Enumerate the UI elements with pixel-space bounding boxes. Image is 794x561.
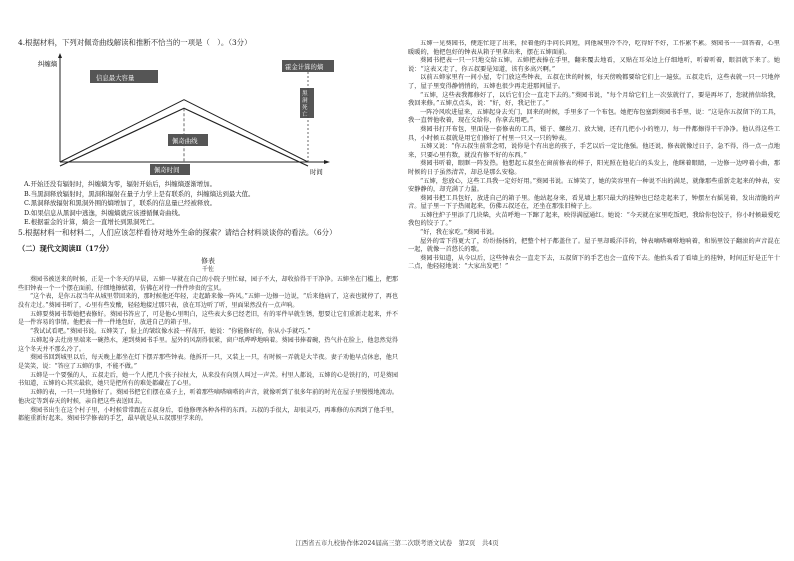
left-column [18, 38, 398, 424]
story-paragraph: 葵园书把工具包好，放进自己的箱子里。他站起身来，看见墙上那只最大的挂钟也已经走起来了，钟摆左右摇晃着，发出清脆的声音。屋子里一下子热闹起来，仿佛五叔还在，还坐在那张旧椅子上。 [408, 194, 780, 211]
page-footer: 江西省五市九校协作体2024届高三第二次联考语文试卷 第2页 共4页 [295, 539, 499, 547]
story-paragraph: 五婶是一个要强的人，五叔走后，她一个人把几个孩子拉扯大，从来没有向别人叫过一声苦。村里人都说，五婶的心是铁打的，可是葵园书知道，五婶的心其实最软，她只是把所有的难处都藏在了心里。 [18, 371, 398, 388]
story-paragraph: 屋外的雪下得更大了，纷纷扬扬的，把整个村子都盖住了。屋子里却暖洋洋的，钟表嘀嗒嘀嗒地响着，和锅里饺子翻滚的声音混在一起，就像一首悠长的歌。 [408, 237, 780, 254]
label-semiclassical: 霍金计算的熵 [285, 63, 324, 71]
story-paragraph: “这个表，是你五叔当年从城里带回来的，那时候他还年轻，走起路来像一阵风。”五婶一边擦一边说，“后来他病了，这表也就停了，再也没有走过。”葵园书听了，心里有些发酸，轻轻地接过那只表，放在耳边听了听，里面果然没有一点声响。 [18, 293, 398, 310]
x-axis-label: 时间 [310, 168, 323, 176]
story-paragraph: “好，我在家吃。”葵园书说。 [420, 229, 499, 237]
label-black-hole-death: 黑洞死亡 [302, 91, 308, 118]
story-paragraph: 葵园书被送来的时候，正是一个冬天的早晨，五婶一早就在自己的小院子里忙碌，园子不大，却收拾得干干净净。五婶坐在门槛上，把那些旧钟表一个一个摆在面前，仔细地擦拭着，仿佛在对待一件件珍贵的宝贝。 [18, 275, 398, 292]
story-paragraph: 葵园书回到城里以后，每天晚上都坐在灯下摆弄那些钟表。他拆开一只，又装上一只，有时候一弄就是大半夜。妻子劝他早点休息，他只是笑笑，说：“答应了五婶的事，不能不做。” [18, 354, 398, 370]
q4-option-c: C.黑洞释放辐射和黑洞外围的熵增加了，联系的信息量已经被释放。 [24, 199, 217, 208]
x-axis-arrow [324, 160, 330, 164]
story-paragraph: 五婶要葵园书帮她把表修好。葵园书答应了，可是他心里明白，这些表大多已经老旧，有的零件早就生锈，想要让它们重新走起来，并不是一件容易的事情。他把表一件一件地包好，放进自己的箱子里。 [18, 310, 398, 327]
label-page-time: 佩奇时间 [154, 166, 180, 174]
story-paragraph: 五婶起身去灶房里端来一碗热水，递到葵园书手里。屋外的风刮得很紧，窗户纸哗哗地响着。葵园书捧着碗，热气扑在脸上，他忽然觉得这个冬天并不那么冷了。 [18, 336, 398, 353]
story-paragraph: “五婶，您放心，这些工具我一定好好用。”葵园书说。五婶笑了，她的笑容里有一种说不出的满足，就像那些重新走起来的钟表，安安静静的，却充满了力量。 [408, 177, 780, 194]
label-max-capacity: 信息最大容量 [96, 74, 135, 82]
story-paragraph: 五婶又说：“你五叔生前常念叨，说你是个有出息的孩子，手艺以后一定比他强。他还说，修表就像过日子，急不得，得一点一点地来，只要心里有数，就没有修不好的东西。” [408, 143, 780, 159]
story-paragraph: “五婶，这些表我都修好了，以后它们会一直走下去的。”葵园书说，“每个月给它们上一次弦就行了，要是再坏了，您就捎信给我，我回来修。”五婶点点头，说：“好，好，我记住了。” [408, 91, 780, 108]
story-paragraph: “我试试看吧。”葵园书说。五婶笑了，脸上的皱纹像水波一样荡开，她说：“你能修好的，你从小手就巧。” [30, 328, 311, 336]
page-curve-chart [38, 50, 338, 178]
story-paragraph: 五婶的表，一只一只地修好了。葵园书把它们摆在桌子上，听着那些嘀嗒嘀嗒的声音，就像听到了很多年前的时光在屋子里慢慢地流动。他决定等到春天的时候，亲自把这些表送回去。 [18, 389, 398, 405]
story-title: 修表 [201, 256, 215, 265]
y-axis-label: 纠缠熵 [38, 60, 58, 68]
y-axis-arrow [58, 53, 62, 58]
story-paragraph: 一阵冷风吹进屋来，五婶起身去关门，回来的时候，手里多了一个布包。她把布包塞到葵园书手里，说：“这是你五叔留下的工具，我一直替他收着，现在交给你，你拿去用吧。” [408, 108, 780, 125]
story-paragraph: 以前五婶家里有一间小屋，专门放这些钟表，五叔在世的时候，每天傍晚都要给它们上一遍弦。五叔走后，这些表就一只一只地停了，屋子里变得静悄悄的，五婶也很少再走进那间屋子。 [408, 74, 780, 90]
story-paragraph: 葵园书打开布包，里面是一套修表的工具，镊子、螺丝刀、放大镜，还有几把小小的锉刀，每一件都擦得干干净净。他认得这些工具，小时候五叔就是用它们修好了村里一只又一只的钟表。 [408, 125, 780, 142]
label-page-curve: 佩奇曲线 [172, 137, 198, 145]
story-author: 千佐 [201, 265, 214, 273]
question-4-stem: 4.根据材料，下列对佩奇曲线解读和推断不恰当的一项是（ ）。（3分） [18, 38, 252, 47]
story-paragraph: 五婶一见葵园书，便连忙迎了出来，拉着他的手问长问短，问他城里冷不冷，吃得好不好，工作累不累。葵园书一一回答着，心里暖暖的，他把包好的钟表从箱子里拿出来，摆在五婶面前。 [408, 40, 780, 56]
story-paragraph: 葵园书把表一只一只地交给五婶。五婶把表捧在手里，翻来覆去地看，又贴在耳朵边上仔细地听，听着听着，眼泪就下来了。她说：“这表又走了，你五叔要是知道，该有多高兴啊。” [408, 57, 780, 73]
story-left-paragraphs [18, 276, 398, 424]
q4-option-e: E.根据霍金的计算，熵会一直增长到黑洞死亡。 [24, 218, 159, 227]
story-paragraph: 葵园书听着，眼眶一阵发热。他想起五叔坐在窗前修表的样子，阳光照在他花白的头发上，他眯着眼睛，一边修一边哼着小曲，那时候的日子虽然清苦，却总是那么安稳。 [408, 160, 780, 176]
question-5-stem: 5.根据材料一和材料二，人们应该怎样看待对地外生命的探索？请结合材料谈谈你的看法。（6分） [18, 227, 337, 237]
section-heading: （二）现代文阅读Ⅱ（17分） [18, 243, 114, 253]
q4-option-a: A.开始还没有辐射时，纠缠熵为零，辐射开始后，纠缠熵逐渐增加。 [24, 180, 216, 188]
q4-option-d: D.如果信息从黑洞中逃逸，纠缠熵就应该遵循佩奇曲线。 [24, 208, 185, 217]
right-column [408, 40, 780, 272]
q4-option-b: B.当黑洞释放辐射时，黑洞和辐射在量子力学上是有联系的，纠缠熵达到最大值。 [24, 189, 255, 198]
story-paragraph: 葵园书知道，从今以后，这些钟表会一直走下去，五叔留下的手艺也会一直传下去。他抬头看了看墙上的挂钟，时间正好是正午十二点，他轻轻地说：“大家出发吧！” [408, 254, 780, 271]
story-paragraph: 五婶往炉子里添了几块柴，火苗呼地一下蹿了起来，映得满屋通红。她说：“今天就在家里吃饭吧，我给你包饺子，你小时候最爱吃我包的饺子了。” [408, 211, 780, 228]
story-right-paragraphs [408, 40, 780, 272]
page-curve-svg [38, 50, 338, 178]
story-paragraph: 葵园书出生在这个村子里，小时候常常跟在五叔身后，看他修理各种各样的东西。五叔的手很大，却很灵巧，再难修的东西到了他手里，都能重新好起来。葵园书学修表的手艺，最早就是从五叔那里学来的。 [18, 406, 398, 423]
